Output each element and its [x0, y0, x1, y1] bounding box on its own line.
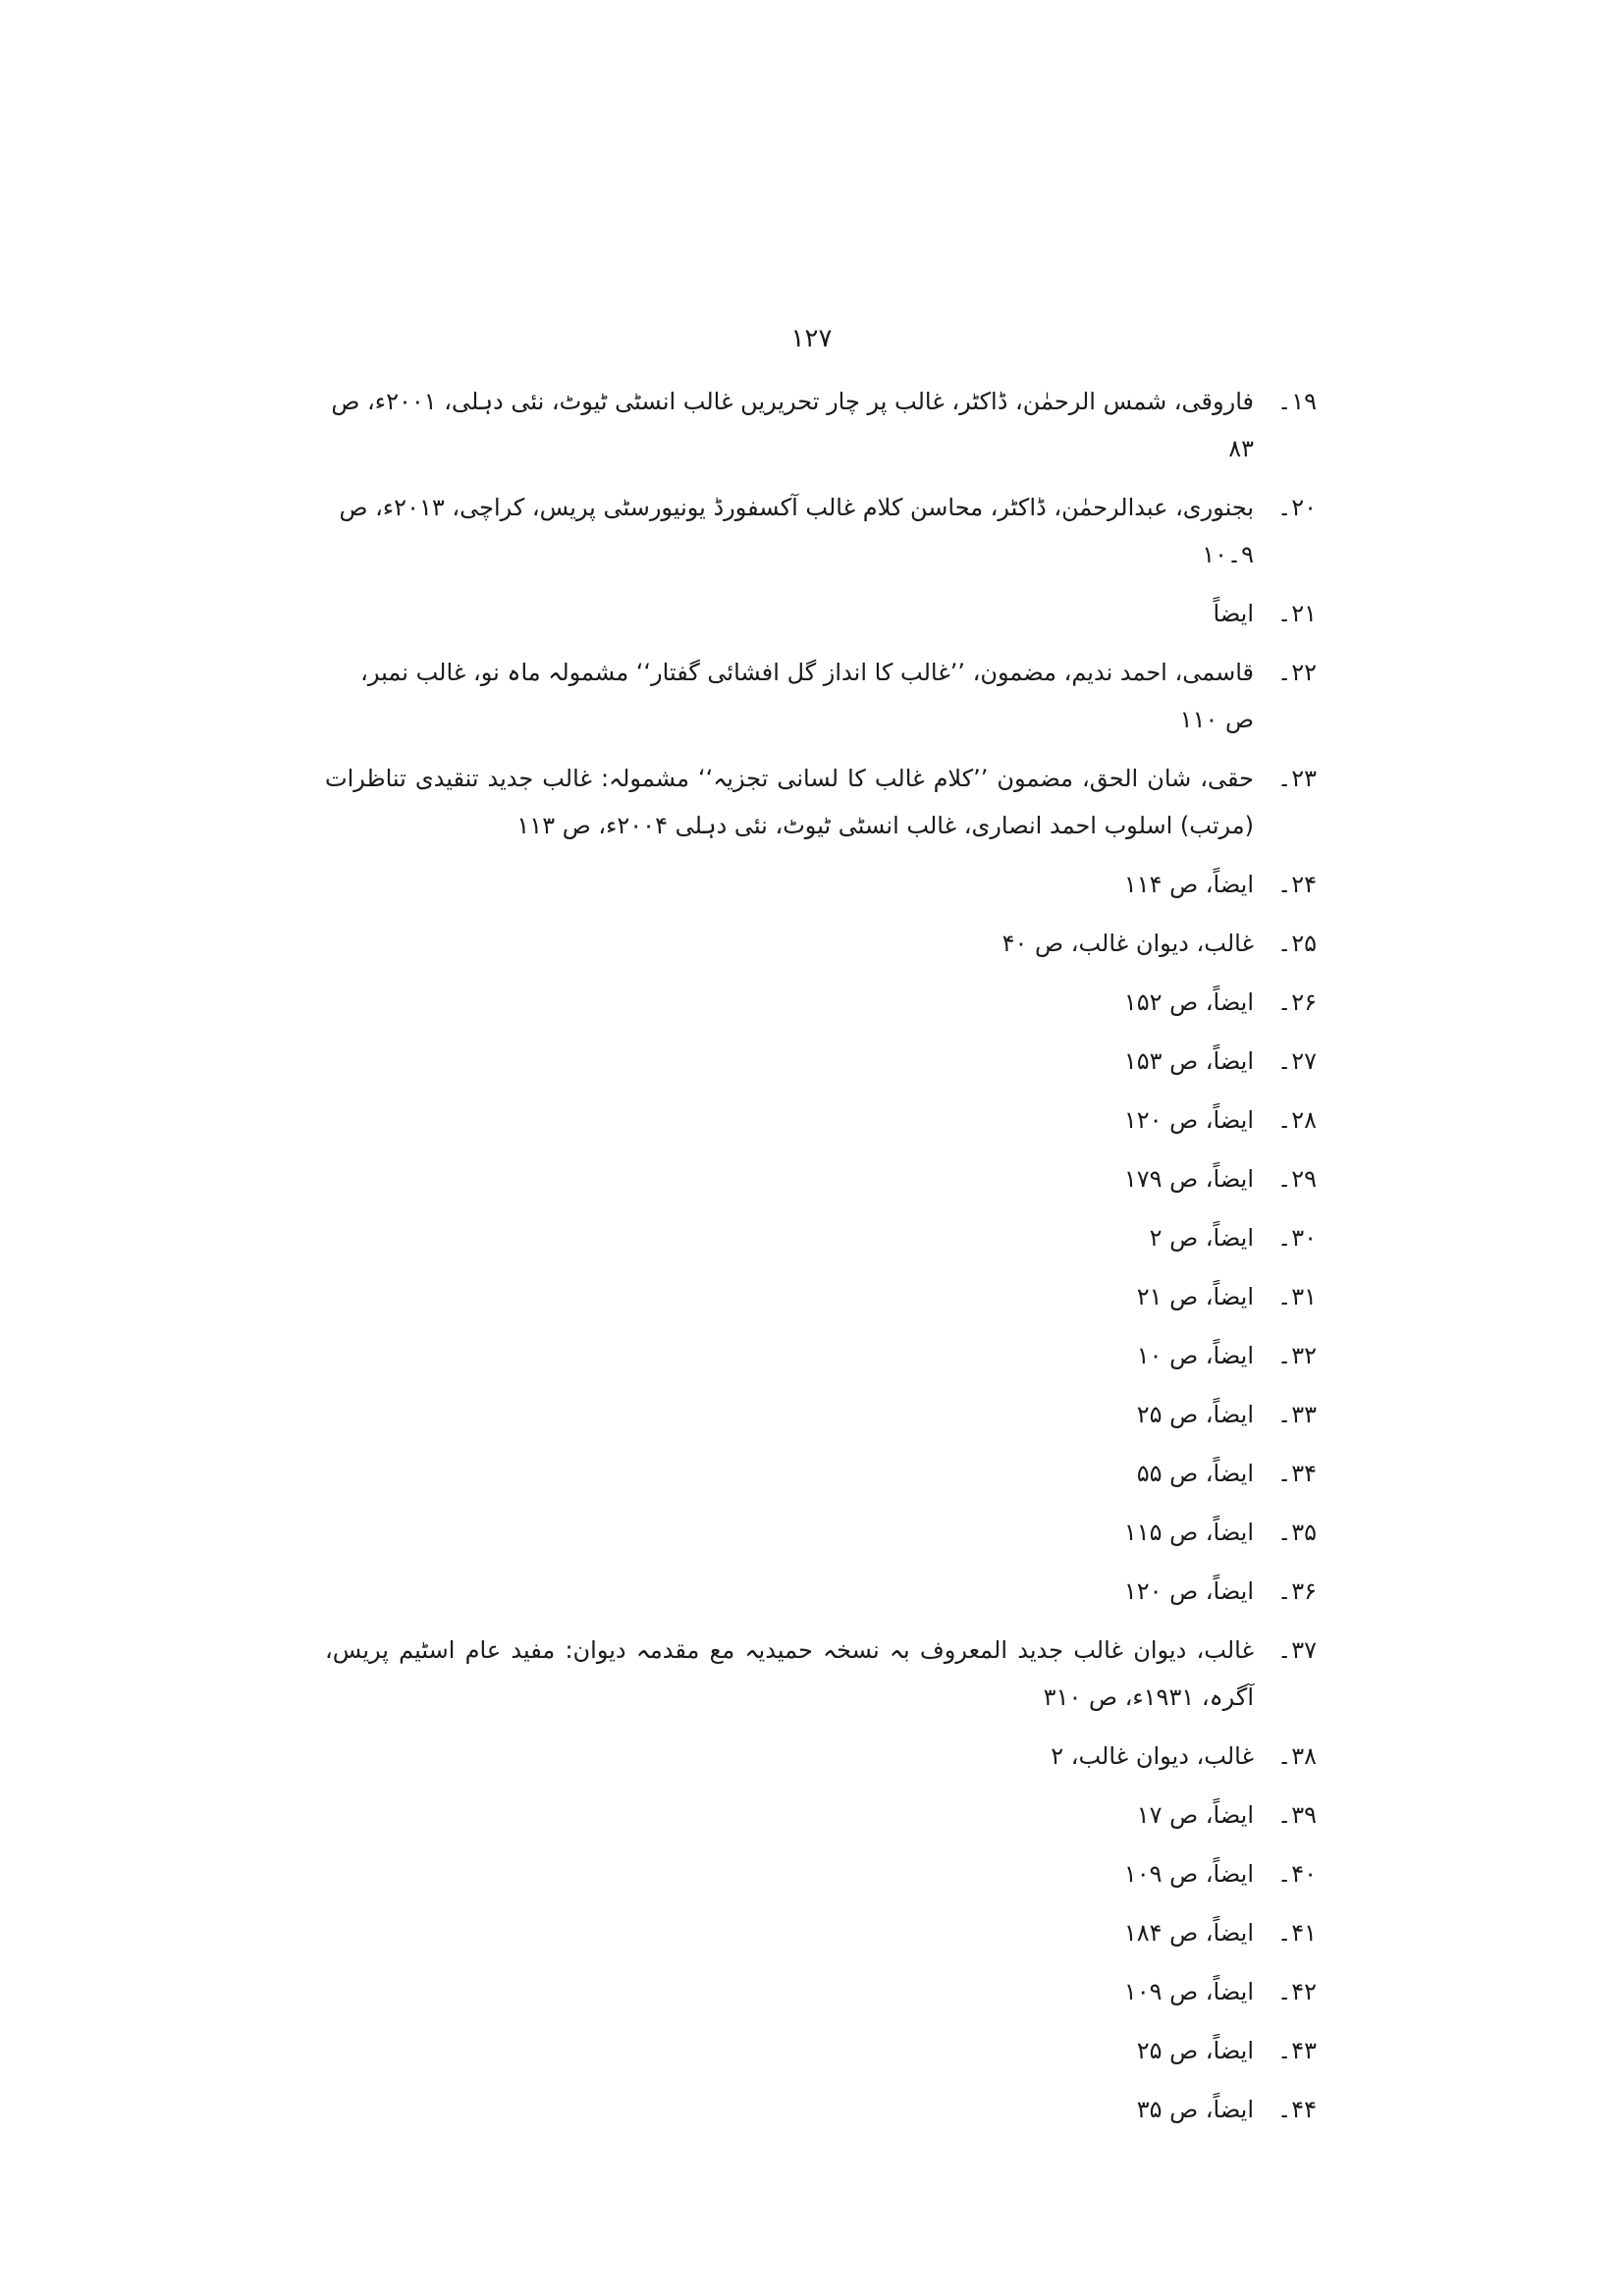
endnote-number: ۴۲۔ — [1277, 1978, 1317, 2005]
endnote-text: بجنوری، عبدالرحمٰن، ڈاکٹر، محاسن کلام غالب آکسفورڈ یونیورسٹی پریس، کراچی، ۲۰۱۳ء، ص ۹۔۱۰ — [339, 494, 1254, 568]
endnote-number: ۴۳۔ — [1277, 2037, 1317, 2064]
endnote — [325, 861, 1317, 908]
endnote-number: ۱۹۔ — [1277, 388, 1317, 415]
endnote-text: فاروقی، شمس الرحمٰن، ڈاکٹر، غالب پر چار تحریریں غالب انسٹی ٹیوٹ، نئی دہلی، ۲۰۰۱ء، ص ۸۳ — [331, 388, 1254, 462]
endnote-text: ایضاً، ص ۱۷۹ — [1123, 1165, 1254, 1193]
endnote — [325, 1627, 1317, 1721]
endnote-number: ۲۳۔ — [1277, 765, 1317, 792]
endnote — [325, 1509, 1317, 1556]
endnote-text: ایضاً، ص ۵۵ — [1136, 1460, 1254, 1487]
endnote — [325, 590, 1317, 637]
endnote-number: ۴۱۔ — [1277, 1919, 1317, 1947]
endnote-text: غالب، دیوان غالب، ۲ — [1051, 1742, 1254, 1770]
endnote — [325, 1450, 1317, 1497]
endnote-number: ۲۰۔ — [1277, 494, 1317, 521]
endnote-number: ۳۲۔ — [1277, 1342, 1317, 1369]
endnote — [325, 2027, 1317, 2074]
endnote — [325, 1968, 1317, 2015]
endnote-text: ایضاً، ص ۱۱۴ — [1123, 871, 1254, 898]
endnote-number: ۳۶۔ — [1277, 1577, 1317, 1605]
endnote-text: ایضاً، ص ۲۵ — [1136, 2037, 1254, 2064]
endnote-text: ایضاً، ص ۱۰ — [1136, 1342, 1254, 1369]
endnote-text: ایضاً، ص ۲ — [1149, 1224, 1254, 1252]
endnote — [325, 1391, 1317, 1438]
endnote — [325, 1038, 1317, 1085]
endnote-text: ایضاً — [1213, 600, 1254, 627]
endnote-text: ایضاً، ص ۱۸۴ — [1123, 1919, 1254, 1947]
endnote-number: ۳۸۔ — [1277, 1742, 1317, 1770]
endnote — [325, 755, 1317, 849]
endnote-number: ۳۱۔ — [1277, 1283, 1317, 1310]
endnote-number: ۳۰۔ — [1277, 1224, 1317, 1252]
endnote — [325, 1568, 1317, 1615]
endnote — [325, 1791, 1317, 1839]
endnote — [325, 2086, 1317, 2133]
endnote-text: ایضاً، ص ۳۵ — [1136, 2096, 1254, 2123]
endnote-number: ۴۴۔ — [1277, 2096, 1317, 2123]
endnote — [325, 1214, 1317, 1261]
endnote-text: ایضاً، ص ۲۵ — [1136, 1401, 1254, 1428]
endnotes-list — [325, 378, 1317, 2145]
endnote-number: ۲۶۔ — [1277, 988, 1317, 1016]
endnote-text: ایضاً، ص ۲۱ — [1136, 1283, 1254, 1310]
endnote-text: ایضاً، ص ۱۰۹ — [1123, 1860, 1254, 1888]
endnote-text: حقی، شان الحق، مضمون ’’کلام غالب کا لسانی تجزیہ‘‘ مشمولہ: غالب جدید تنقیدی تناظرات (مرتب) اسلوب احمد انصاری، غالب انسٹی ٹیوٹ، نئی دہلی ۲۰۰۴ء، ص ۱۱۳ — [325, 765, 1254, 839]
endnote-text: غالب، دیوان غالب، ص ۴۰ — [1001, 930, 1254, 957]
endnote-number: ۳۵۔ — [1277, 1519, 1317, 1546]
endnote — [325, 484, 1317, 578]
endnote — [325, 1850, 1317, 1897]
endnote-number: ۳۴۔ — [1277, 1460, 1317, 1487]
endnote-number: ۲۵۔ — [1277, 930, 1317, 957]
endnote-number: ۳۳۔ — [1277, 1401, 1317, 1428]
endnote — [325, 1332, 1317, 1379]
endnote-number: ۲۸۔ — [1277, 1106, 1317, 1134]
endnote — [325, 1909, 1317, 1956]
endnote-number: ۲۷۔ — [1277, 1047, 1317, 1075]
endnote-text: ایضاً، ص ۱۰۹ — [1123, 1978, 1254, 2005]
endnote — [325, 920, 1317, 967]
endnote-number: ۳۷۔ — [1277, 1636, 1317, 1664]
endnote-text: ایضاً، ص ۱۲۰ — [1123, 1106, 1254, 1134]
endnote-text: ایضاً، ص ۱۲۰ — [1123, 1577, 1254, 1605]
endnote-text: غالب، دیوان غالب جدید المعروف بہ نسخہ حمیدیہ مع مقدمہ دیوان: مفید عام اسٹیم پریس، آگرہ، ۱۹۳۱ء، ص ۳۱۰ — [325, 1636, 1254, 1711]
endnote-text: ایضاً، ص ۱۵۲ — [1123, 988, 1254, 1016]
endnote — [325, 1155, 1317, 1202]
page-number: ۱۲۷ — [790, 324, 833, 353]
endnote-number: ۲۱۔ — [1277, 600, 1317, 627]
endnote — [325, 649, 1317, 743]
endnote-text: قاسمی، احمد ندیم، مضمون، ’’غالب کا انداز گل افشائی گفتار‘‘ مشمولہ ماہ نو، غالب نمبر، ص ۱۱۰ — [360, 659, 1254, 733]
endnote-number: ۲۴۔ — [1277, 871, 1317, 898]
endnote-number: ۲۹۔ — [1277, 1165, 1317, 1193]
endnote — [325, 979, 1317, 1026]
endnote-text: ایضاً، ص ۱۷ — [1136, 1801, 1254, 1829]
endnote-number: ۴۰۔ — [1277, 1860, 1317, 1888]
endnote-text: ایضاً، ص ۱۵۳ — [1123, 1047, 1254, 1075]
endnote-number: ۳۹۔ — [1277, 1801, 1317, 1829]
endnote — [325, 1733, 1317, 1780]
endnote-text: ایضاً، ص ۱۱۵ — [1123, 1519, 1254, 1546]
endnote — [325, 378, 1317, 472]
endnote-number: ۲۲۔ — [1277, 659, 1317, 686]
endnote — [325, 1096, 1317, 1144]
endnote — [325, 1273, 1317, 1320]
